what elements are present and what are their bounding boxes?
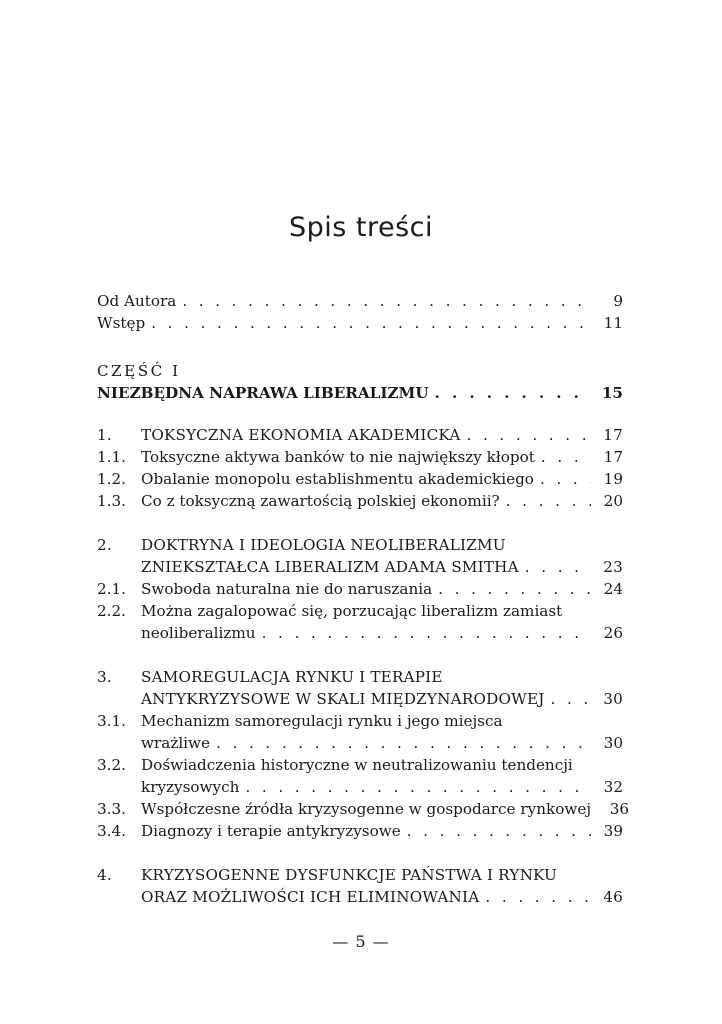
section-title: Mechanizm samoregulacji rynku i jego miejsca — [141, 712, 503, 730]
toc-section-3-1-line-2[interactable] — [97, 732, 623, 754]
section-page: 39 — [603, 822, 623, 840]
chapter-number: 2. — [97, 536, 112, 554]
section-number: 3.1. — [97, 712, 126, 730]
section-page: 19 — [603, 470, 623, 488]
section-title: wrażliwe — [141, 734, 211, 752]
chapter-title: ZNIEKSZTAŁCA LIBERALIZM ADAMA SMITHA — [141, 558, 519, 576]
section-page: 20 — [603, 492, 623, 510]
dot-leader — [182, 290, 591, 312]
chapter-title: ORAZ MOŻLIWOŚCI ICH ELIMINOWANIA — [141, 888, 480, 906]
chapter-page: 30 — [603, 690, 623, 708]
toc-section-2-2-line-2[interactable] — [97, 622, 623, 644]
toc-section-2-1[interactable] — [97, 578, 623, 600]
chapter-title: ANTYKRYZYSOWE W SKALI MIĘDZYNARODOWEJ — [141, 690, 545, 708]
section-number: 3.2. — [97, 756, 126, 774]
dot-leader — [467, 424, 591, 446]
toc-section-3-4[interactable] — [97, 820, 623, 842]
toc-chapter-3-line-2[interactable] — [97, 688, 623, 710]
dot-leader — [540, 468, 591, 490]
toc-section-3-3[interactable] — [97, 798, 630, 820]
section-title: Obalanie monopolu establishmentu akademickiego — [141, 470, 534, 488]
section-number: 3.3. — [97, 800, 126, 818]
chapter-page: 46 — [603, 888, 623, 906]
toc-entry-text: Wstęp — [97, 314, 146, 332]
section-page: 24 — [603, 580, 623, 598]
part-page: 15 — [601, 384, 623, 402]
chapter-title: KRYZYSOGENNE DYSFUNKCJE PAŃSTWA I RYNKU — [141, 866, 558, 884]
section-page: 36 — [609, 800, 630, 818]
dot-leader — [435, 382, 591, 404]
toc-chapter-3-line-1[interactable] — [97, 666, 623, 688]
part-label: CZĘŚĆ I — [97, 362, 181, 380]
section-page: 26 — [603, 624, 623, 642]
toc-section-1-3[interactable] — [97, 490, 623, 512]
dot-leader — [151, 312, 591, 334]
chapter-title: TOKSYCZNA EKONOMIA AKADEMICKA — [141, 426, 461, 444]
section-title: Toksyczne aktywa banków to nie największy kłopot — [141, 448, 535, 466]
section-page: 30 — [603, 734, 623, 752]
toc-section-1-2[interactable] — [97, 468, 623, 490]
toc-section-1-1[interactable] — [97, 446, 623, 468]
toc-chapter-2-line-2[interactable] — [97, 556, 623, 578]
section-title: Doświadczenia historyczne w neutralizowaniu tendencji — [141, 756, 573, 774]
part-label-row — [97, 360, 623, 382]
section-number: 1.2. — [97, 470, 126, 488]
toc-section-2-2-line-1[interactable] — [97, 600, 623, 622]
dot-leader — [541, 446, 591, 468]
page-number-footer: — 5 — — [332, 932, 390, 951]
dot-leader — [525, 556, 591, 578]
page-title: Spis treści — [288, 212, 434, 243]
toc-entry-text: Od Autora — [97, 292, 177, 310]
dot-leader — [216, 732, 591, 754]
dot-leader — [245, 776, 591, 798]
toc-section-3-1-line-1[interactable] — [97, 710, 623, 732]
section-title: Swoboda naturalna nie do naruszania — [141, 580, 433, 598]
toc-chapter-1[interactable] — [97, 424, 623, 446]
dot-leader — [438, 578, 591, 600]
section-title: Co z toksyczną zawartością polskiej ekonomii? — [141, 492, 500, 510]
section-page: 32 — [603, 778, 623, 796]
dot-leader — [407, 820, 591, 842]
section-title: Diagnozy i terapie antykryzysowe — [141, 822, 401, 840]
chapter-number: 1. — [97, 426, 112, 444]
toc-entry-part-title[interactable] — [97, 382, 623, 404]
section-title: Można zagalopować się, porzucając liberalizm zamiast — [141, 602, 563, 620]
section-number: 1.1. — [97, 448, 126, 466]
dot-leader — [506, 490, 591, 512]
toc-chapter-4-line-1[interactable] — [97, 864, 623, 886]
toc-section-3-2-line-1[interactable] — [97, 754, 623, 776]
dot-leader — [485, 886, 591, 908]
section-title: kryzysowych — [141, 778, 240, 796]
toc-section-3-2-line-2[interactable] — [97, 776, 623, 798]
toc-chapter-2-line-1[interactable] — [97, 534, 623, 556]
section-number: 2.2. — [97, 602, 126, 620]
chapter-title: DOKTRYNA I IDEOLOGIA NEOLIBERALIZMU — [141, 536, 506, 554]
section-number: 3.4. — [97, 822, 126, 840]
section-title: neoliberalizmu — [141, 624, 256, 642]
part-title: NIEZBĘDNA NAPRAWA LIBERALIZMU — [97, 384, 429, 402]
chapter-title: SAMOREGULACJA RYNKU I TERAPIE — [141, 668, 443, 686]
dot-leader — [551, 688, 591, 710]
chapter-page: 17 — [603, 426, 623, 444]
section-page: 17 — [603, 448, 623, 466]
section-number: 1.3. — [97, 492, 126, 510]
chapter-number: 3. — [97, 668, 112, 686]
toc-entry-page: 9 — [613, 292, 623, 310]
toc-chapter-4-line-2[interactable] — [97, 886, 623, 908]
table-of-contents — [97, 290, 630, 908]
dot-leader — [262, 622, 591, 644]
toc-entry-page: 11 — [603, 314, 623, 332]
toc-entry-od-autora[interactable] — [97, 290, 623, 312]
section-number: 2.1. — [97, 580, 126, 598]
section-title: Współczesne źródła kryzysogenne w gospodarce rynkowej — [141, 800, 592, 818]
toc-entry-wstep[interactable] — [97, 312, 623, 334]
chapter-page: 23 — [603, 558, 623, 576]
chapter-number: 4. — [97, 866, 112, 884]
